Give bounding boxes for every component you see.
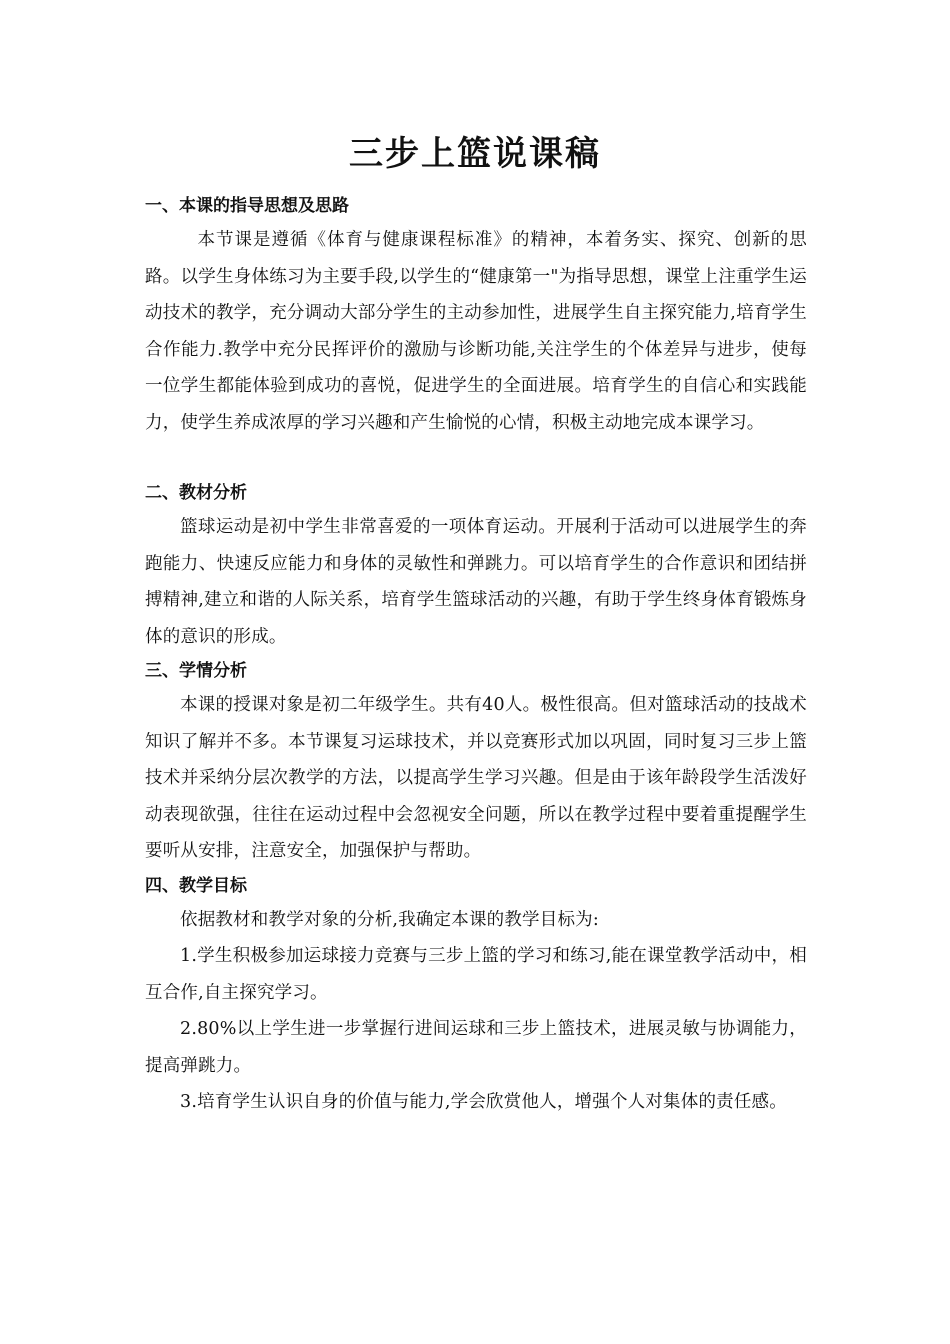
section-student-analysis	[145, 655, 807, 870]
section-heading: 一、本课的指导思想及思路	[145, 196, 349, 216]
section-heading: 二、教材分析	[145, 483, 247, 503]
paragraph: 依据教材和教学对象的分析,我确定本课的教学目标为:	[180, 909, 599, 930]
spacer	[145, 441, 807, 477]
goal-item: 1.学生积极参加运球接力竞赛与三步上篮的学习和练习,能在课堂教学活动中，相互合作,自主探究学习。	[145, 946, 807, 1003]
section-material-analysis	[145, 477, 807, 655]
paragraph: 本课的授课对象是初二年级学生。共有40人。极性很高。但对篮球活动的技战术知识了解并不多。本节课复习运球技术，并以竞赛形式加以巩固，同时复习三步上篮技术并采纳分层次教学的方法，以提高学生学习兴趣。但是由于该年龄段学生活泼好动表现欲强，往往在运动过程中会忽视安全问题，所以在教学过程中要着重提醒学生要听从安排，注意安全，加强保护与帮助。	[145, 695, 807, 861]
section-guiding-ideas	[145, 190, 807, 441]
document-title: 三步上篮说课稿	[349, 134, 601, 174]
section-heading: 四、教学目标	[145, 875, 247, 896]
paragraph: 本节课是遵循《体育与健康课程标准》的精神，本着务实、探究、创新的思路。以学生身体练习为主要手段,以学生的“健康第一"为指导思想，课堂上注重学生运动技术的教学，充分调动大部分学生的主动参加性，进展学生自主探究能力,培育学生合作能力.教学中充分民挥评价的激励与诊断功能,关注学生的个体差异与进步，使每一位学生都能体验到成功的喜悦，促进学生的全面进展。培育学生的自信心和实践能力，使学生养成浓厚的学习兴趣和产生愉悦的心情，积极主动地完成本课学习。	[145, 230, 807, 433]
paragraph: 篮球运动是初中学生非常喜爱的一项体育运动。开展利于活动可以进展学生的奔跑能力、快速反应能力和身体的灵敏性和弹跳力。可以培育学生的合作意识和团结拼搏精神,建立和谐的人际关系，培育学生篮球活动的兴趣，有助于学生终身体育锻炼身体的意识的形成。	[145, 517, 807, 647]
goal-item: 2.80%以上学生进一步掌握行进间运球和三步上篮技术，进展灵敏与协调能力，提高弹跳力。	[145, 1019, 807, 1076]
section-teaching-goals	[145, 870, 807, 1121]
document-body	[145, 190, 807, 1121]
goal-item: 3.培育学生认识自身的价值与能力,学会欣赏他人，增强个人对集体的责任感。	[180, 1092, 787, 1112]
section-heading: 三、学情分析	[145, 661, 247, 681]
